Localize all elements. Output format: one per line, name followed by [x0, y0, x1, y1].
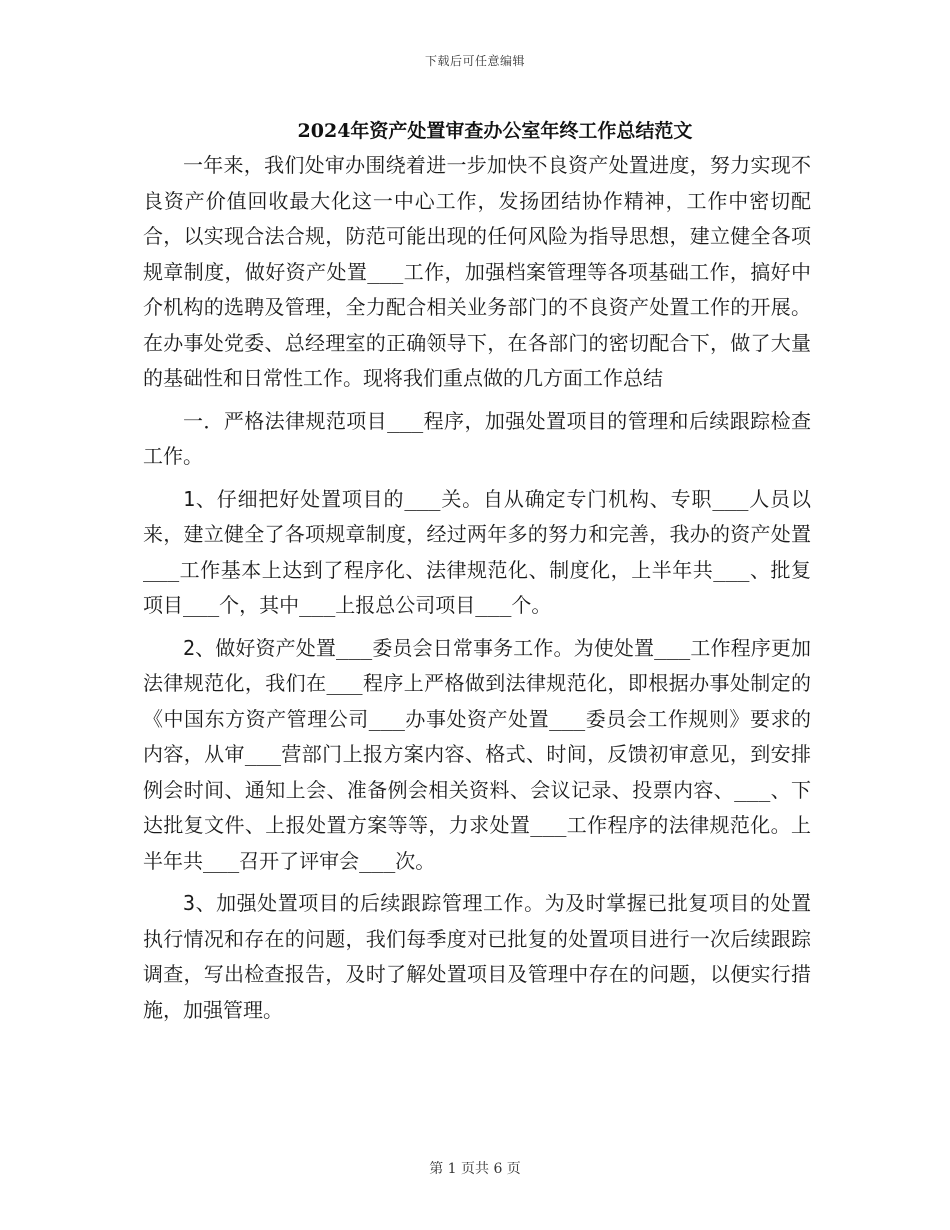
paragraph-item-1: 1、仔细把好处置项目的___关。自从确定专门机构、专职___人员以来，建立健全了各项规章制度，经过两年多的努力和完善，我办的资产处置___工作基本上达到了程序化、法律规范化、制度化，上半年共___、批复项目___个，其中___上报总公司项目___个。 [143, 486, 811, 617]
document-title: 2024年资产处置审查办公室年终工作总结范文 [297, 120, 693, 142]
header-note: 下载后可任意编辑 [424, 54, 525, 68]
paragraph-item-2: 2、做好资产处置___委员会日常事务工作。为使处置___工作程序更加法律规范化，我们在___程序上严格做到法律规范化，即根据办事处制定的《中国东方资产管理公司___办事处资产处置___委员会工作规则》要求的内容，从审___营部门上报方案内容、格式、时间，反馈初审意见，到安排例会时间、通知上会、准备例会相关资料、会议记录、投票内容、___、下达批复文件、上报处置方案等等，力求处置___工作程序的法律规范化。上半年共___召开了评审会___次。 [143, 635, 811, 873]
paragraph-item-3: 3、加强处置项目的后续跟踪管理工作。为及时掌握已批复项目的处置执行情况和存在的问题，我们每季度对已批复的处置项目进行一次后续跟踪调查，写出检查报告，及时了解处置项目及管理中存在的问题，以便实行措施，加强管理。 [143, 891, 811, 1022]
page-number: 第 1 页共 6 页 [429, 1161, 521, 1177]
paragraph-section-1: 一．严格法律规范项目___程序，加强处置项目的管理和后续跟踪检查工作。 [143, 408, 811, 468]
paragraph-intro: 一年来，我们处审办围绕着进一步加快不良资产处置进度，努力实现不良资产价值回收最大化这一中心工作，发扬团结协作精神，工作中密切配合，以实现合法合规，防范可能出现的任何风险为指导思想，建立健全各项规章制度，做好资产处置___工作，加强档案管理等各项基础工作，搞好中介机构的选聘及管理，全力配合相关业务部门的不良资产处置工作的开展。在办事处党委、总经理室的正确领导下，在各部门的密切配合下，做了大量的基础性和日常性工作。现将我们重点做的几方面工作总结 [143, 153, 811, 390]
document-body [143, 148, 811, 1035]
